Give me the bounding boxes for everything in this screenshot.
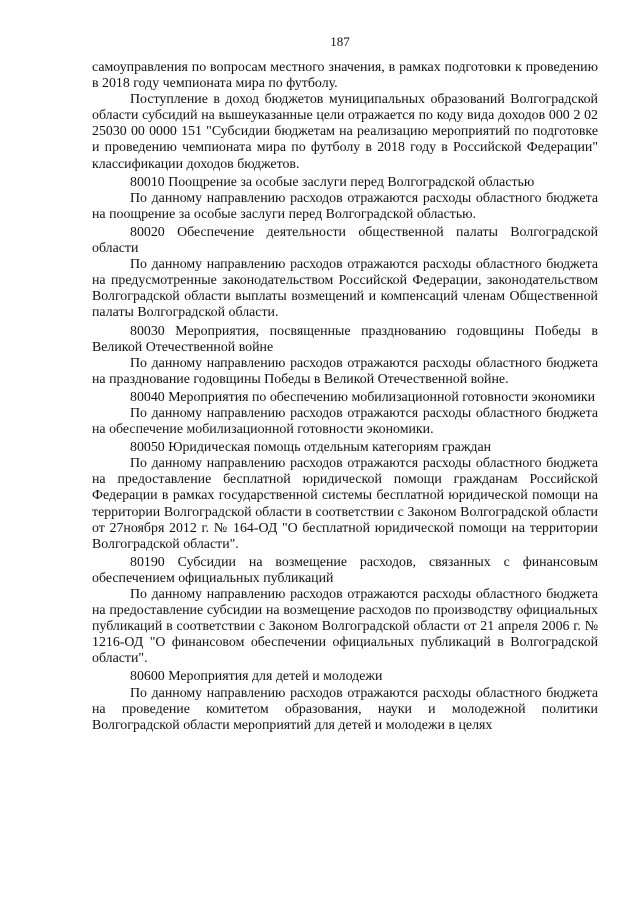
heading-80600: 80600 Мероприятия для детей и молодежи xyxy=(130,669,383,685)
paragraph-80600: По данному направлению расходов отражаются расходы областного бюджета на проведение комитетом образования, науки и молодежной политики Волгоградской области мероприятий для детей и молодежи в целях xyxy=(92,685,598,733)
heading-80010: 80010 Поощрение за особые заслуги перед Волгоградской областью xyxy=(130,174,535,190)
paragraph-80190: По данному направлению расходов отражаются расходы областного бюджета на предоставление субсидии на возмещение расходов по производству официальных публикаций в соответствии с Законом Волгоградской области от 21 апреля 2006 г. № 1216-ОД "О финансовом обеспечении официальных публикаций в Волгоградской области". xyxy=(92,587,598,667)
page-number: 187 xyxy=(330,34,350,49)
document-body xyxy=(92,60,598,734)
heading-80050: 80050 Юридическая помощь отдельным категориям граждан xyxy=(130,440,492,456)
paragraph-80030: По данному направлению расходов отражаются расходы областного бюджета на празднование годовщины Победы в Великой Отечественной войне. xyxy=(92,355,598,387)
heading-80040: 80040 Мероприятия по обеспечению мобилизационной готовности экономики xyxy=(130,389,596,405)
heading-80020: 80020 Обеспечение деятельности общественной палаты Волгоградской области xyxy=(92,224,598,257)
paragraph-continuation: самоуправления по вопросам местного значения, в рамках подготовки к проведению в 2018 году чемпионата мира по футболу. xyxy=(92,60,598,92)
heading-80030: 80030 Мероприятия, посвященные празднованию годовщины Победы в Великой Отечественной войне xyxy=(92,323,598,355)
paragraph-80010: По данному направлению расходов отражаются расходы областного бюджета на поощрение за особые заслуги перед Волгоградской областью. xyxy=(92,190,598,222)
paragraph-revenue-receipt: Поступление в доход бюджетов муниципальных образований Волгоградской области субсидий на вышеуказанные цели отражается по коду вида доходов 000 2 02 25030 00 0000 151 "Субсидии бюджетам на реализацию мероприятий по подготовке и проведению чемпионата мира по футболу в 2018 году в Российской Федерации" классификации доходов бюджетов. xyxy=(92,92,598,172)
paragraph-80040: По данному направлению расходов отражаются расходы областного бюджета на обеспечение мобилизационной готовности экономики. xyxy=(92,405,598,438)
paragraph-80020: По данному направлению расходов отражаются расходы областного бюджета на предусмотренные законодательством Российской Федерации, законодательством Волгоградской области выплаты возмещений и компенсаций членам Общественной палаты Волгоградской области. xyxy=(92,257,598,321)
paragraph-80050: По данному направлению расходов отражаются расходы областного бюджета на предоставление бесплатной юридической помощи гражданам Российской Федерации в рамках государственной системы бесплатной юридической помощи на территории Волгоградской области в соответствии с Законом Волгоградской области от 27ноября 2012 г. № 164-ОД "О бесплатной юридической помощи на территории Волгоградской области". xyxy=(92,456,598,552)
heading-80190: 80190 Субсидии на возмещение расходов, связанных с финансовым обеспечением официальных публикаций xyxy=(92,554,598,586)
